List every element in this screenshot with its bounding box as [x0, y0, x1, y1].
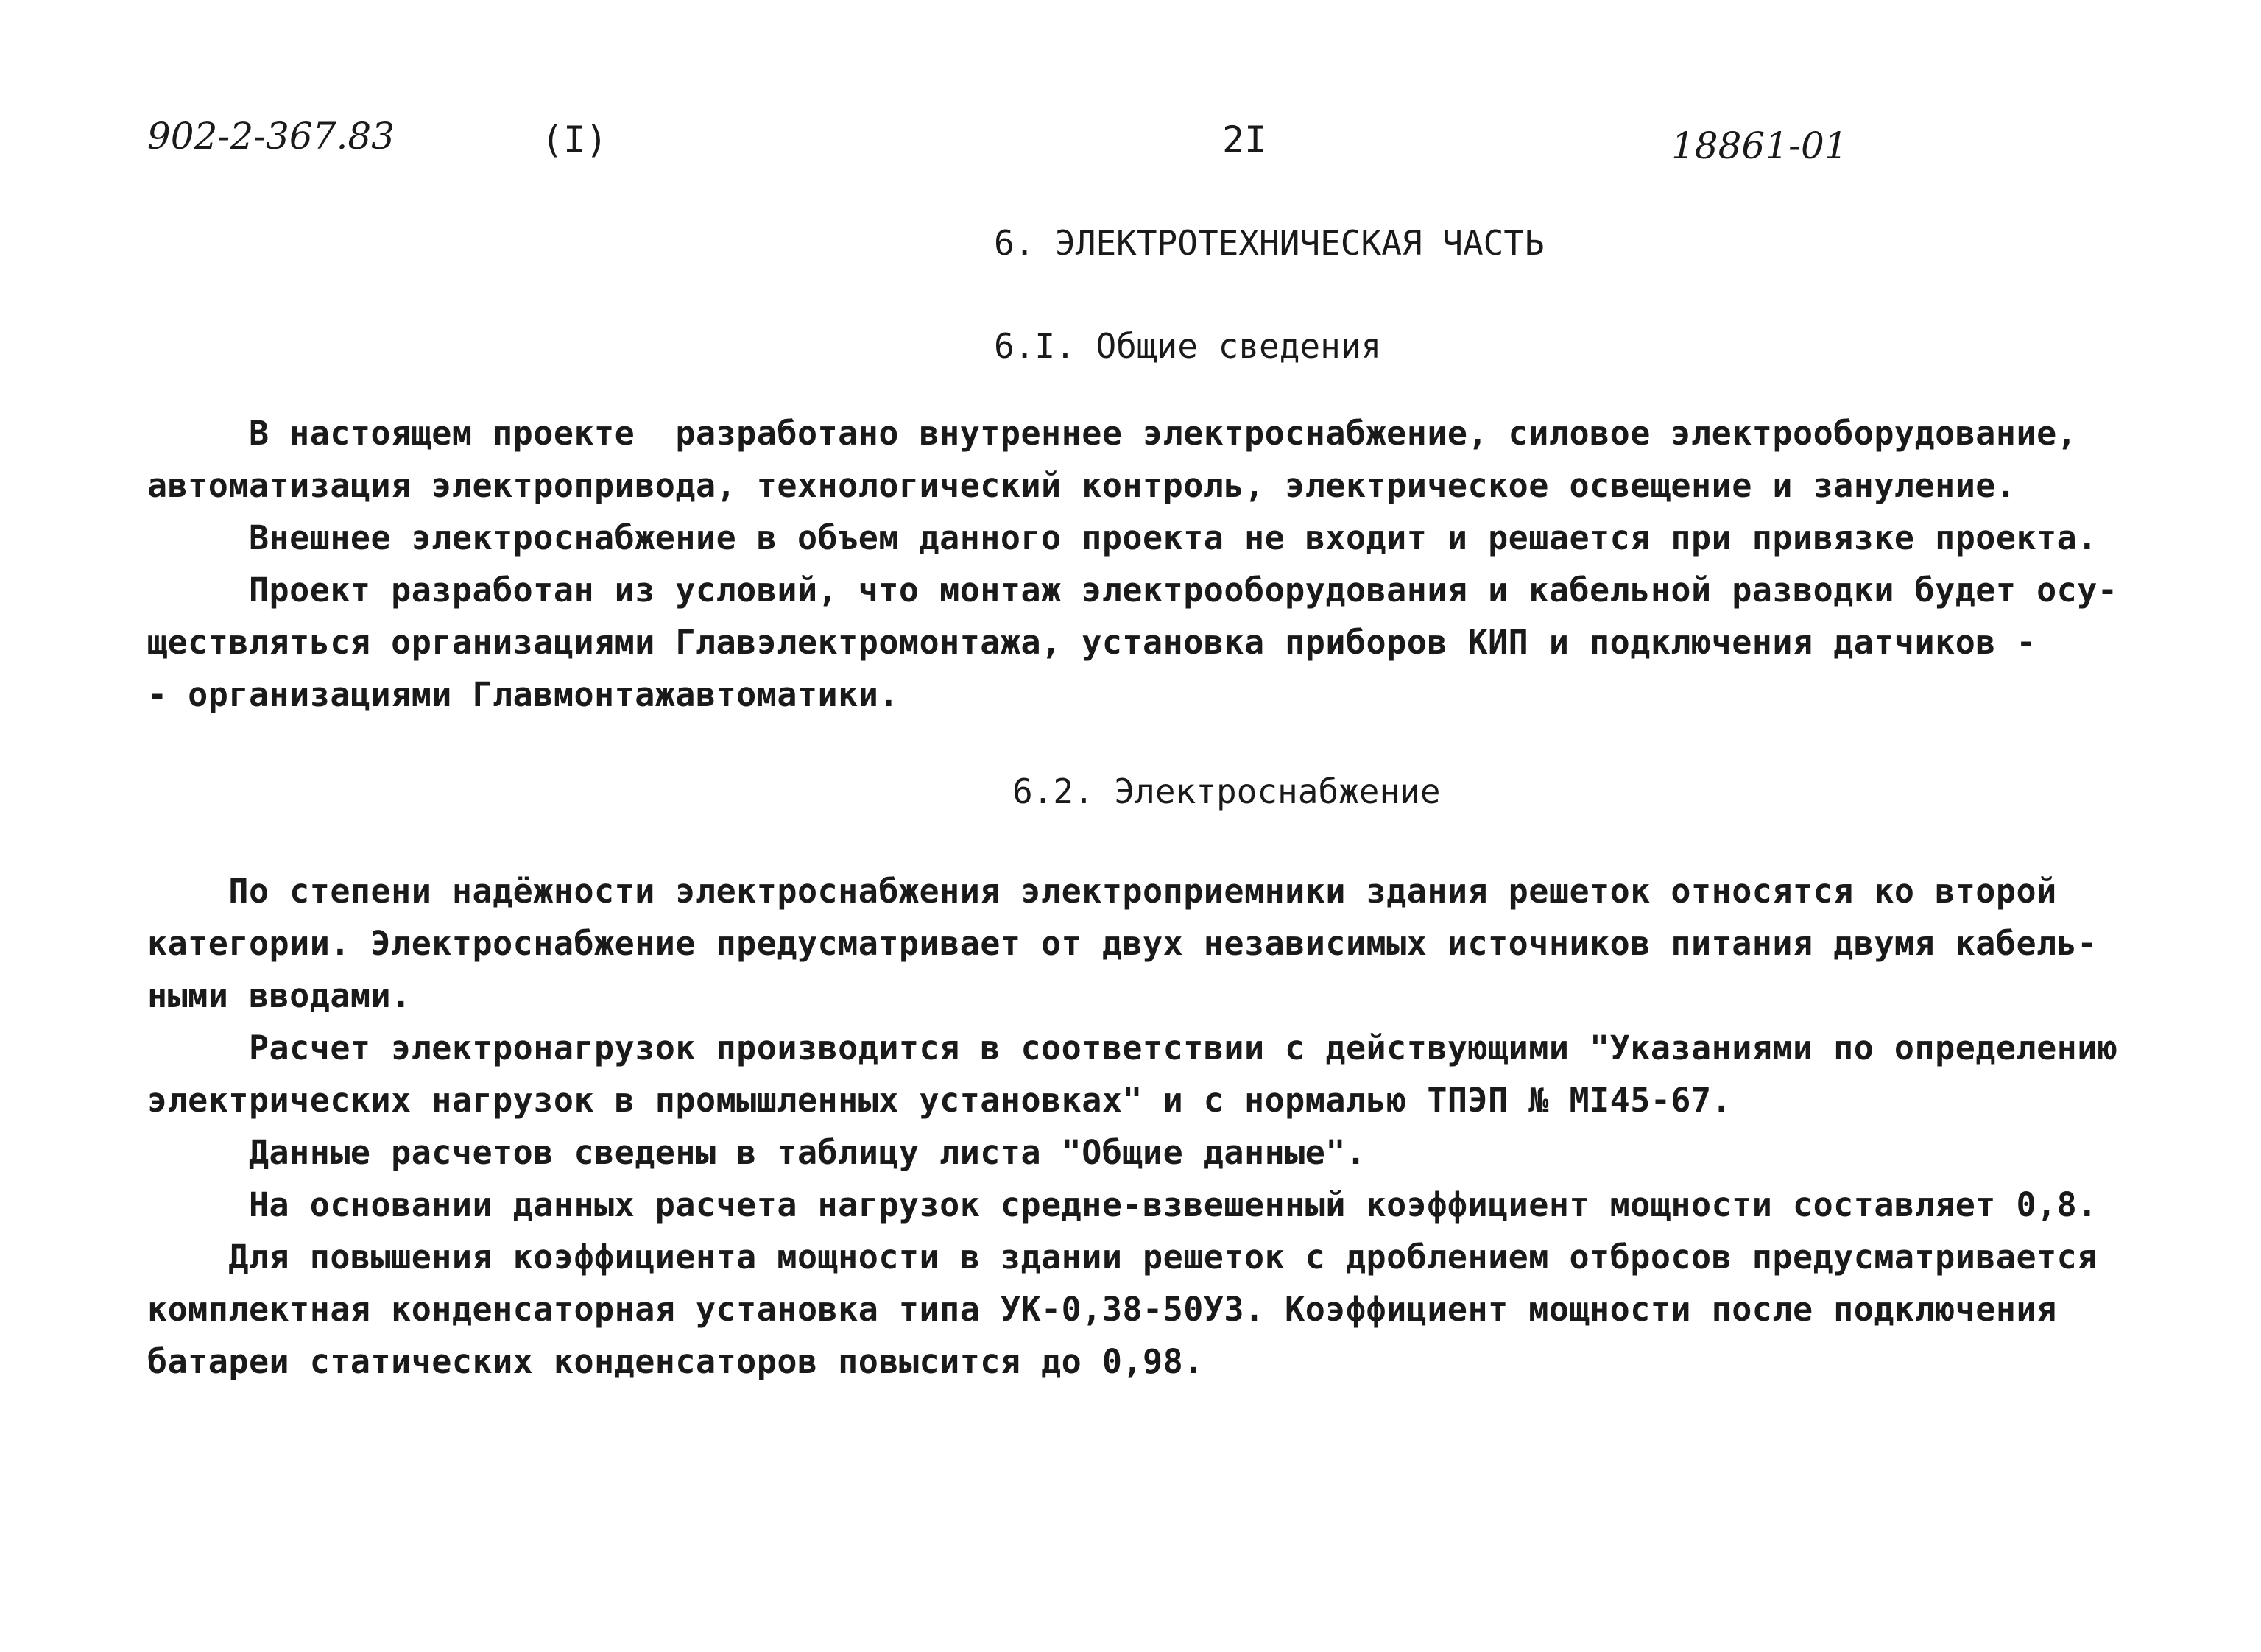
sheet-id: 18861-01	[1671, 124, 1848, 167]
section-heading: 6. ЭЛЕКТРОТЕХНИЧЕСКАЯ ЧАСТЬ	[994, 223, 1545, 263]
text-line: Внешнее электроснабжение в объем данного проекта не входит и решается при привязке проекта.	[147, 518, 2098, 557]
power-supply-text	[147, 865, 2165, 1388]
text-line: В настоящем проекте разработано внутреннее электроснабжение, силовое электрооборудование,	[147, 414, 2078, 453]
document-code: 902-2-367.83	[147, 115, 395, 158]
general-info-text	[147, 407, 2165, 721]
text-line: Проект разработан из условий, что монтаж электрооборудования и кабельной разводки будет осу-	[147, 571, 2118, 610]
text-line: Расчет электронагрузок производится в соответствии с действующими "Указаниями по определению	[147, 1028, 2118, 1067]
text-line: категории. Электроснабжение предусматривает от двух независимых источников питания двумя кабель-	[147, 924, 2098, 963]
text-line: Для повышения коэффициента мощности в здании решеток с дроблением отбросов предусматривается	[147, 1238, 2098, 1277]
page-number: 2I	[1222, 119, 1267, 161]
text-line: - организациями Главмонтажавтоматики.	[147, 675, 899, 714]
subsection-heading-power-supply: 6.2. Электроснабжение	[1012, 772, 1441, 811]
subsection-heading-general: 6.I. Общие сведения	[994, 326, 1382, 366]
text-line: ными вводами.	[147, 976, 412, 1015]
text-line: комплектная конденсаторная установка типа УК-0,38-50УЗ. Коэффициент мощности после подключения	[147, 1290, 2057, 1329]
text-line: По степени надёжности электроснабжения электроприемники здания решеток относятся ко второй	[147, 872, 2057, 911]
document-part: (I)	[541, 119, 608, 161]
text-line: ществляться организациями Главэлектромонтажа, установка приборов КИП и подключения датчиков -	[147, 623, 2037, 662]
text-line: Данные расчетов сведены в таблицу листа "Общие данные".	[147, 1133, 1366, 1172]
text-line: автоматизация электропривода, технологический контроль, электрическое освещение и зануление.	[147, 466, 2017, 505]
text-line: электрических нагрузок в промышленных установках" и с нормалью ТПЭП № МI45-67.	[147, 1081, 1732, 1120]
text-line: На основании данных расчета нагрузок средне-взвешенный коэффициент мощности составляет 0,8.	[147, 1185, 2098, 1224]
text-line: батареи статических конденсаторов повысится до 0,98.	[147, 1342, 1204, 1381]
